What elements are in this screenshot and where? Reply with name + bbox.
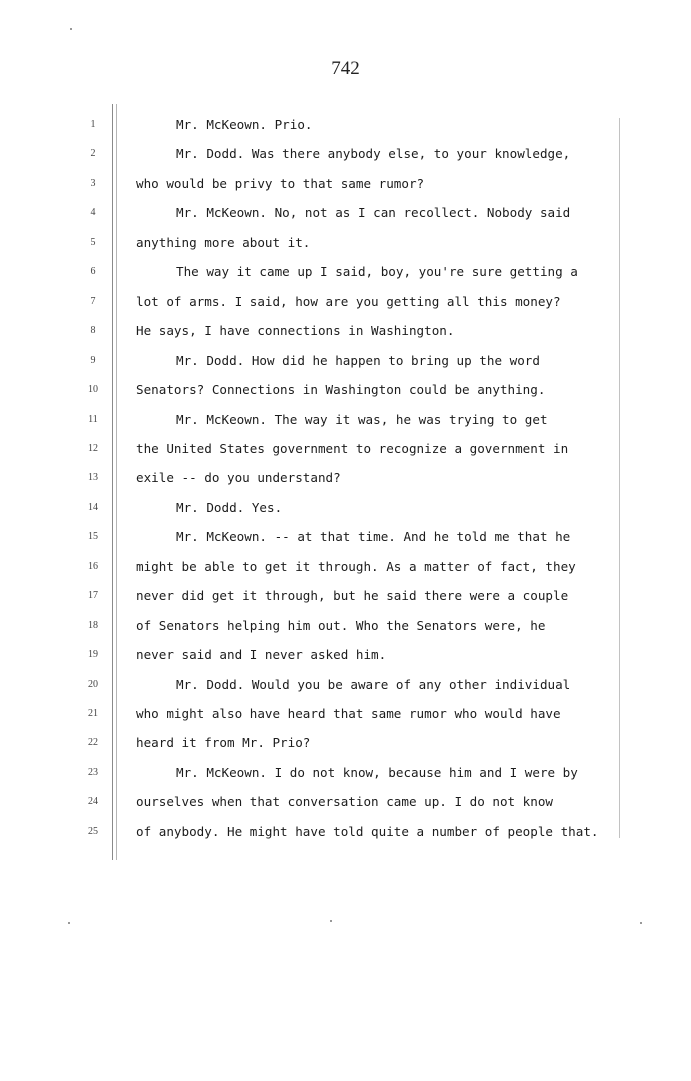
page-number: 742 xyxy=(331,58,360,79)
transcript-line xyxy=(0,705,691,727)
line-number: 3 xyxy=(90,177,96,189)
transcript-line xyxy=(0,352,691,374)
line-number: 8 xyxy=(90,325,96,337)
line-number: 10 xyxy=(88,384,98,396)
transcript-line xyxy=(0,145,691,167)
line-number: 5 xyxy=(90,236,96,248)
transcript-line xyxy=(0,499,691,521)
line-text: heard it from Mr. Prio? xyxy=(136,735,311,751)
transcript-line xyxy=(0,734,691,756)
line-text: never did get it through, but he said there were a couple xyxy=(136,588,569,604)
line-text: of anybody. He might have told quite a number of people that. xyxy=(136,823,599,839)
transcript-line xyxy=(0,175,691,197)
line-text: Mr. Dodd. Yes. xyxy=(176,499,283,515)
line-number: 1 xyxy=(90,119,96,130)
transcript-line xyxy=(0,322,691,344)
line-number: 2 xyxy=(90,148,96,160)
line-text: might be able to get it through. As a matter of fact, they xyxy=(136,558,576,574)
line-number: 13 xyxy=(88,472,98,484)
transcript-line xyxy=(0,646,691,668)
line-text: of Senators helping him out. Who the Senators were, he xyxy=(136,617,546,633)
line-number: 22 xyxy=(88,737,98,749)
line-number: 21 xyxy=(88,708,98,719)
transcript-line xyxy=(0,116,691,138)
scan-speck xyxy=(70,28,72,30)
line-number: 17 xyxy=(88,590,98,602)
line-number: 15 xyxy=(88,531,98,543)
transcript-line xyxy=(0,528,691,550)
line-number: 19 xyxy=(88,649,98,661)
transcript-line xyxy=(0,558,691,580)
scan-speck xyxy=(68,922,70,924)
line-text: lot of arms. I said, how are you getting all this money? xyxy=(136,293,561,309)
line-number: 12 xyxy=(88,442,98,454)
line-text: Mr. McKeown. I do not know, because him and I were by xyxy=(176,764,578,780)
transcript-line xyxy=(0,293,691,315)
line-text: Mr. McKeown. -- at that time. And he told me that he xyxy=(176,529,571,545)
line-text: Mr. McKeown. No, not as I can recollect. Nobody said xyxy=(176,205,571,221)
transcript-line xyxy=(0,793,691,815)
line-text: Mr. Dodd. Was there anybody else, to your knowledge, xyxy=(176,146,571,162)
transcript-line xyxy=(0,617,691,639)
line-number: 25 xyxy=(88,825,98,837)
transcript-line xyxy=(0,823,691,845)
line-text: exile -- do you understand? xyxy=(136,470,341,486)
line-text: Senators? Connections in Washington could be anything. xyxy=(136,382,546,398)
line-text: the United States government to recognize a government in xyxy=(136,440,569,456)
line-number: 24 xyxy=(88,796,98,808)
line-number: 4 xyxy=(90,207,96,219)
line-text: who would be privy to that same rumor? xyxy=(136,175,425,191)
line-number: 23 xyxy=(88,766,98,778)
scan-speck xyxy=(330,920,332,922)
line-number: 16 xyxy=(88,560,98,572)
transcript-line xyxy=(0,234,691,256)
transcript-line xyxy=(0,263,691,285)
scan-speck xyxy=(640,922,642,924)
line-text: The way it came up I said, boy, you're sure getting a xyxy=(176,264,578,280)
line-text: ourselves when that conversation came up. I do not know xyxy=(136,794,554,810)
line-number: 11 xyxy=(88,413,98,425)
transcript-line xyxy=(0,204,691,226)
line-text: Mr. McKeown. Prio. xyxy=(176,117,313,132)
line-text: anything more about it. xyxy=(136,234,311,250)
line-text: never said and I never asked him. xyxy=(136,647,387,663)
transcript-line xyxy=(0,587,691,609)
transcript-line xyxy=(0,381,691,403)
line-text: Mr. Dodd. How did he happen to bring up the word xyxy=(176,352,540,368)
transcript-line xyxy=(0,676,691,698)
line-number: 6 xyxy=(90,266,96,278)
transcript-line xyxy=(0,411,691,433)
line-number: 7 xyxy=(90,295,96,307)
transcript-line xyxy=(0,469,691,491)
line-text: He says, I have connections in Washington. xyxy=(136,323,455,339)
line-number: 20 xyxy=(88,678,98,690)
line-number: 18 xyxy=(88,619,98,631)
line-text: Mr. Dodd. Would you be aware of any other individual xyxy=(176,676,571,692)
transcript-line xyxy=(0,440,691,462)
transcript-line xyxy=(0,764,691,786)
line-number: 14 xyxy=(88,501,98,513)
line-text: who might also have heard that same rumor who would have xyxy=(136,706,561,721)
line-text: Mr. McKeown. The way it was, he was trying to get xyxy=(176,411,548,427)
line-number: 9 xyxy=(90,354,96,366)
